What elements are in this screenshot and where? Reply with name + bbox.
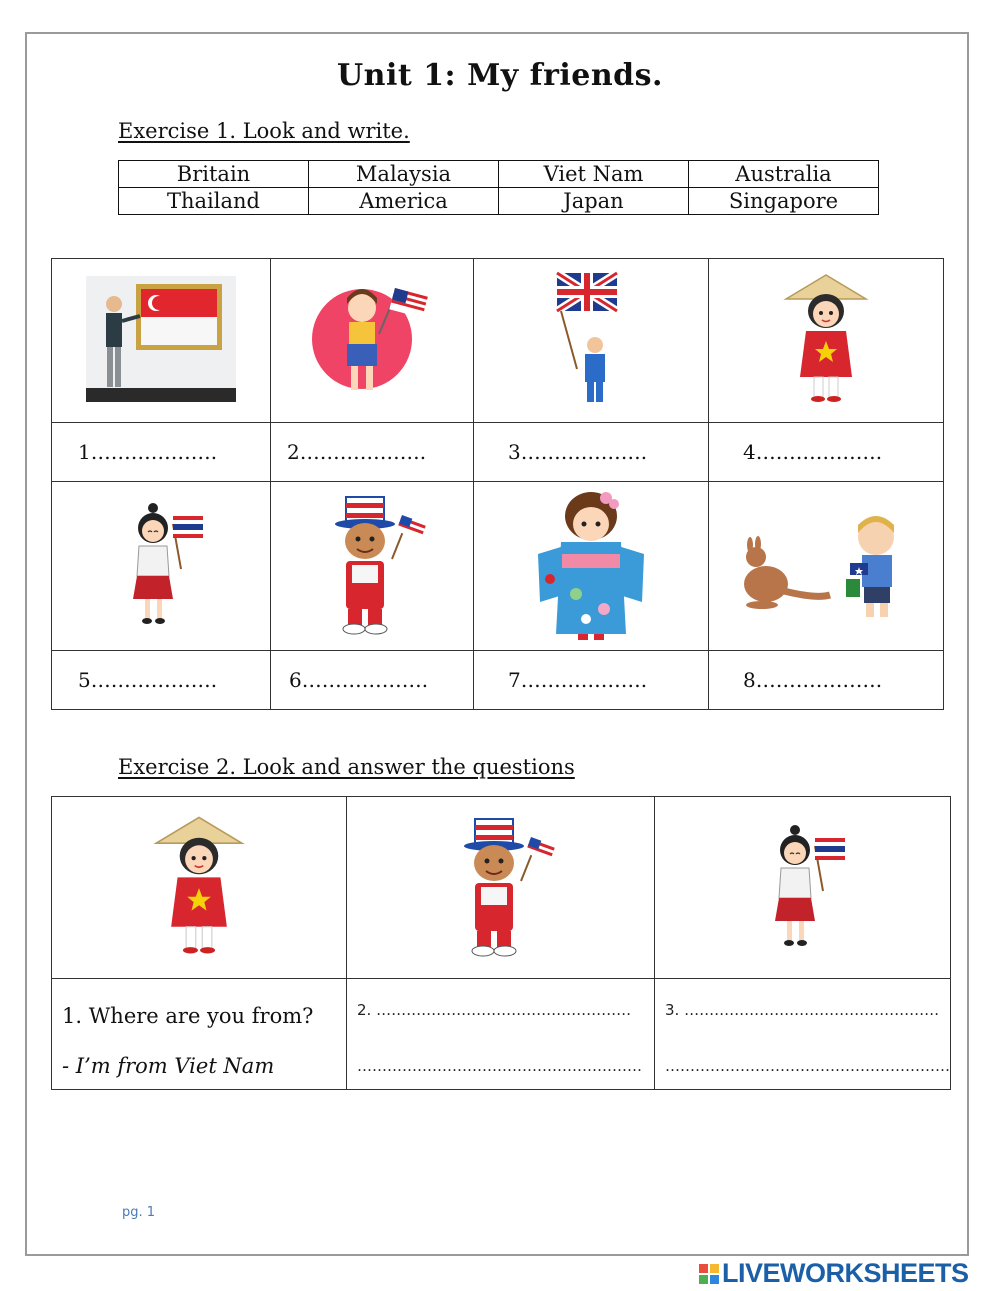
picture-cell [52,259,271,423]
question-cell [52,979,347,1090]
answer-blank[interactable]: 5………………. [52,651,271,710]
answer-blank[interactable]: 7………………. [474,651,709,710]
picture-cell [347,797,655,979]
vietnam-girl-image [144,811,254,961]
america-boy-image [312,489,432,639]
page-number: pg. 1 [122,1205,156,1220]
picture-cell [474,482,709,651]
question-cell [655,979,951,1090]
liveworksheets-logo [699,1258,969,1289]
page-title: Unit 1: My friends. [337,58,663,93]
brand-text: LIVEWORKSHEETS [722,1258,969,1288]
picture-cell [271,259,474,423]
vietnam-girl-image [776,269,876,409]
answer-2-blank[interactable]: ………………………………………………… [357,1057,642,1075]
word-bank-row [119,188,879,215]
malaysia-girl-image [307,274,437,404]
word-bank-cell: Australia [689,161,879,188]
exercise-1-heading: Exercise 1. Look and write. [118,119,410,143]
exercise-2-heading: Exercise 2. Look and answer the questions [118,755,575,779]
question-2-blank[interactable]: 2. …………………………………………… [357,1001,632,1019]
answer-3-blank[interactable]: ………………………………………………… [665,1057,950,1075]
answer-blank[interactable]: 1………………. [52,423,271,482]
word-bank-cell: Thailand [119,188,309,215]
singapore-boy-image [86,276,236,402]
exercise-1-grid [51,258,944,710]
question-cell [347,979,655,1090]
brand-squares-icon [699,1264,719,1284]
picture-cell [474,259,709,423]
picture-cell [52,797,347,979]
picture-cell [655,797,951,979]
word-bank-cell: Viet Nam [499,161,689,188]
answer-blank[interactable]: 4………………. [709,423,944,482]
word-bank-row [119,161,879,188]
question-1: 1. Where are you from? [62,1004,314,1028]
word-bank-cell: Japan [499,188,689,215]
thailand-girl-image [753,816,853,956]
thailand-girl-image [111,494,211,634]
answer-blank[interactable]: 3………………. [474,423,709,482]
word-bank-cell: Singapore [689,188,879,215]
picture-cell [709,482,944,651]
answer-blank[interactable]: 2………………. [271,423,474,482]
answer-blank[interactable]: 6………………. [271,651,474,710]
picture-cell [52,482,271,651]
picture-cell [271,482,474,651]
japan-girl-image [526,484,656,644]
word-bank [118,160,879,215]
answer-blank[interactable]: 8………………. [709,651,944,710]
exercise-2-grid [51,796,951,1090]
answer-1: - I’m from Viet Nam [62,1054,275,1078]
word-bank-cell: Malaysia [309,161,499,188]
picture-cell [709,259,944,423]
word-bank-cell: Britain [119,161,309,188]
australia-boy-image [726,499,926,629]
question-3-blank[interactable]: 3. …………………………………………… [665,1001,940,1019]
word-bank-cell: America [309,188,499,215]
america-boy-image [441,811,561,961]
britain-man-image [551,269,631,409]
